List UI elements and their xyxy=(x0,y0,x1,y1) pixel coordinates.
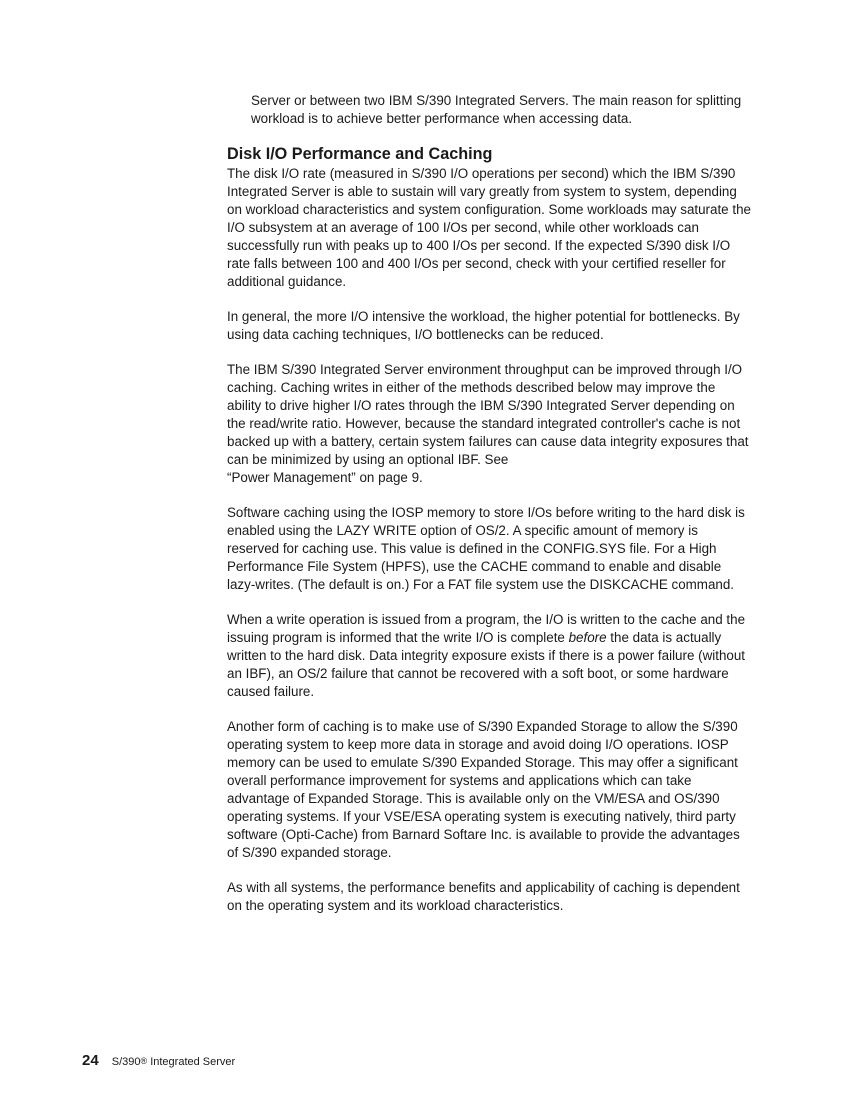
paragraph-software-caching: Software caching using the IOSP memory to store I/Os before writing to the hard disk is enabled using the LAZY WRITE option of OS/2. A specific amount of memory is reserved for caching use. This value is defined in the CONFIG.SYS file. For a High Performance File System (HPFS), use the CACHE command to enable and disable lazy-writes. (The default is on.) For a FAT file system use the DISKCACHE command. xyxy=(227,505,745,592)
footer-title-prefix: S/390 xyxy=(111,1056,141,1068)
paragraph-conclusion: As with all systems, the performance benefits and applicability of caching is dependent on the operating system and its workload characteristics. xyxy=(227,880,740,913)
footer-title xyxy=(112,1056,235,1068)
registered-mark: ® xyxy=(140,1056,148,1066)
paragraph-io-caching xyxy=(227,361,753,487)
page-footer xyxy=(82,1052,235,1071)
paragraph-io-rate: The disk I/O rate (measured in S/390 I/O operations per second) which the IBM S/390 Integrated Server is able to sustain will vary greatly from system to system, depending on workload characteristics and system configuration. Some workloads may saturate the I/O subsystem at an average of 100 I/Os per second, while other workloads can successfully run with peaks up to 400 I/Os per second. If the expected S/390 disk I/O rate falls between 100 and 400 I/Os per second, check with your certified reseller for additional guidance. xyxy=(227,166,751,289)
paragraph-io-intensive: In general, the more I/O intensive the workload, the higher potential for bottlenecks. By using data caching techniques, I/O bottlenecks can be reduced. xyxy=(227,309,740,342)
paragraph-io-caching-text: The IBM S/390 Integrated Server environment throughput can be improved through I/O caching. Caching writes in either of the methods described below may improve the ability to drive higher I/O rates through the IBM S/390 Integrated Server depending on the read/write ratio. However, because the standard integrated controller's cache is not backed up with a battery, certain system failures can cause data integrity exposures that can be minimized by using an optional IBF. See xyxy=(227,362,749,467)
footer-title-suffix: Integrated Server xyxy=(147,1056,236,1068)
intro-paragraph: Server or between two IBM S/390 Integrated Servers. The main reason for splitting workload is to achieve better performance when accessing data. xyxy=(251,93,742,126)
section-disk-io xyxy=(227,143,753,932)
paragraph-expanded-storage: Another form of caching is to make use of S/390 Expanded Storage to allow the S/390 operating system to keep more data in storage and avoid doing I/O operations. IOSP memory can be used to emulate S/390 Expanded Storage. This may offer a significant overall performance improvement for systems and applications which can take advantage of Expanded Storage. This is available only on the VM/ESA and OS/390 operating systems. If your VSE/ESA operating system is executing natively, third party software (Opti-Cache) from Barnard Softare Inc. is available to provide the advantages of S/390 expanded storage. xyxy=(227,719,740,860)
paragraph-write-operation-start: When a write operation is issued from a program, the I/O is written to the cache and the issuing program is informed that the write I/O is complete xyxy=(227,612,746,645)
page-number: 24 xyxy=(82,1052,99,1069)
section-heading: Disk I/O Performance and Caching xyxy=(227,145,493,163)
paragraph-write-operation xyxy=(227,611,753,701)
emphasis-before: before xyxy=(568,630,607,645)
paragraph-write-operation-end: the data is actually written to the hard disk. Data integrity exposure exists if there is a power failure (without an IBF), an OS/2 failure that cannot be recovered with a soft boot, or some hardware caused failure. xyxy=(227,630,746,699)
power-management-reference-link[interactable]: “Power Management” on page 9. xyxy=(227,470,423,485)
